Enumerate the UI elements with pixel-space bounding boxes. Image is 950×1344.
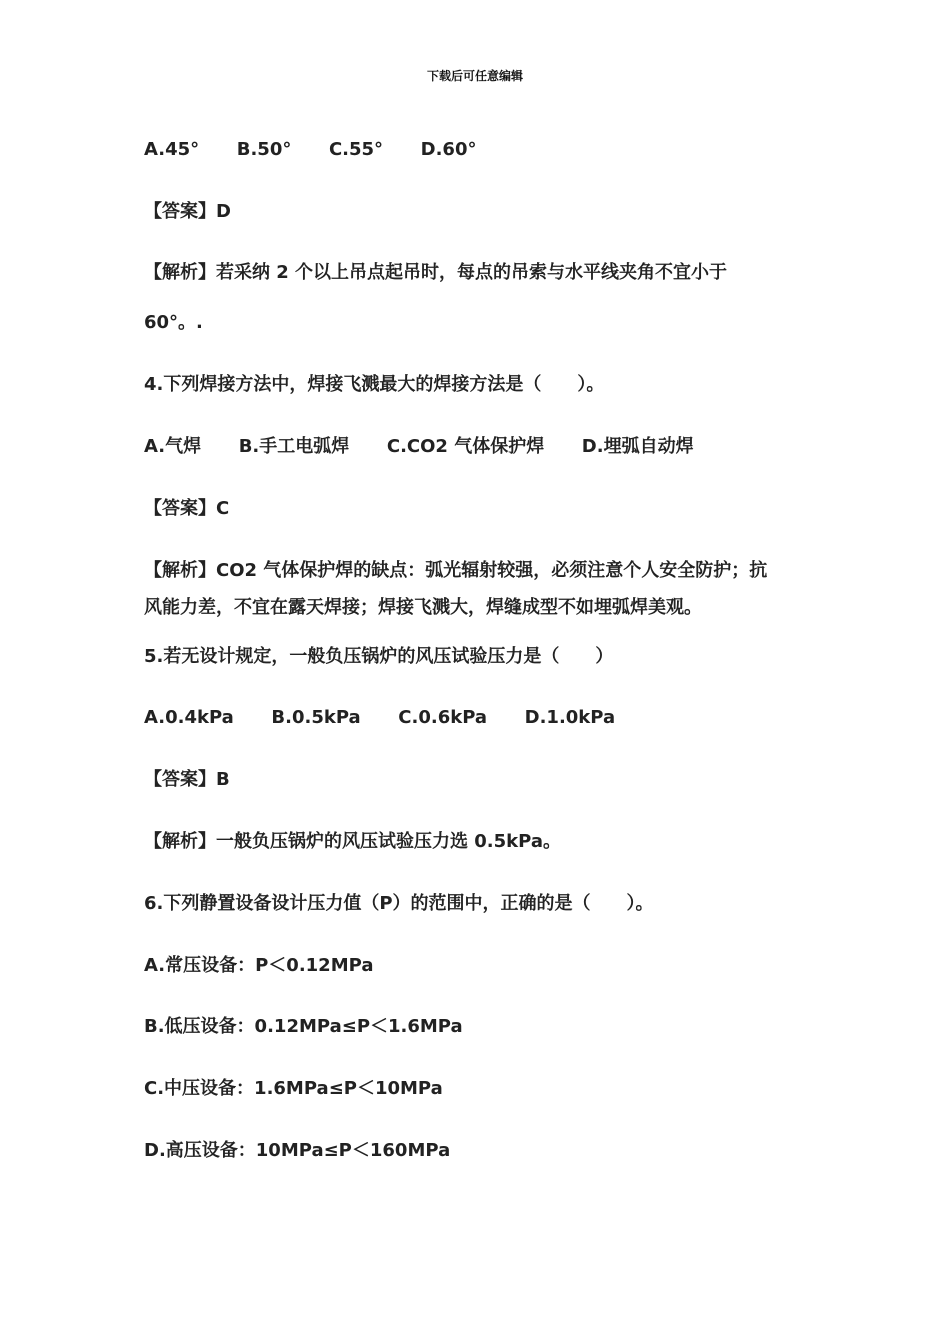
q3-explanation-line1: 【解析】若采纳 2 个以上吊点起吊时，每点的吊索与水平线夹角不宜小于: [144, 262, 728, 283]
q4-explanation-line2: 风能力差，不宜在露天焊接；焊接飞溅大，焊缝成型不如埋弧焊美观。: [144, 597, 702, 618]
q4-answer: 【答案】C: [144, 498, 230, 519]
q6-option-d: D.高压设备：10MPa≤P＜160MPa: [144, 1140, 451, 1161]
q5-answer: 【答案】B: [144, 769, 230, 790]
q6-question: 6.下列静置设备设计压力值（P）的范围中，正确的是（ ）。: [144, 893, 654, 914]
q6-option-a: A.常压设备：P＜0.12MPa: [144, 955, 374, 976]
q5-question: 5.若无设计规定，一般负压锅炉的风压试验压力是（ ）: [144, 646, 614, 667]
q3-explanation-line2: 60°。.: [144, 312, 203, 333]
q4-explanation-line1: 【解析】CO2 气体保护焊的缺点：弧光辐射较强，必须注意个人安全防护；抗: [144, 560, 768, 581]
page-header: 下载后可任意编辑: [426, 69, 523, 83]
q3-answer: 【答案】D: [144, 201, 231, 222]
q5-explanation: 【解析】一般负压锅炉的风压试验压力选 0.5kPa。: [144, 831, 561, 852]
q5-options: A.0.4kPa B.0.5kPa C.0.6kPa D.1.0kPa: [144, 707, 616, 728]
q4-options: A.气焊 B.手工电弧焊 C.CO2 气体保护焊 D.埋弧自动焊: [144, 436, 694, 457]
q6-option-c: C.中压设备：1.6MPa≤P＜10MPa: [144, 1078, 443, 1099]
q6-option-b: B.低压设备：0.12MPa≤P＜1.6MPa: [144, 1016, 463, 1037]
q4-question: 4.下列焊接方法中，焊接飞溅最大的焊接方法是（ ）。: [144, 374, 605, 395]
q3-options: A.45° B.50° C.55° D.60°: [144, 139, 477, 160]
